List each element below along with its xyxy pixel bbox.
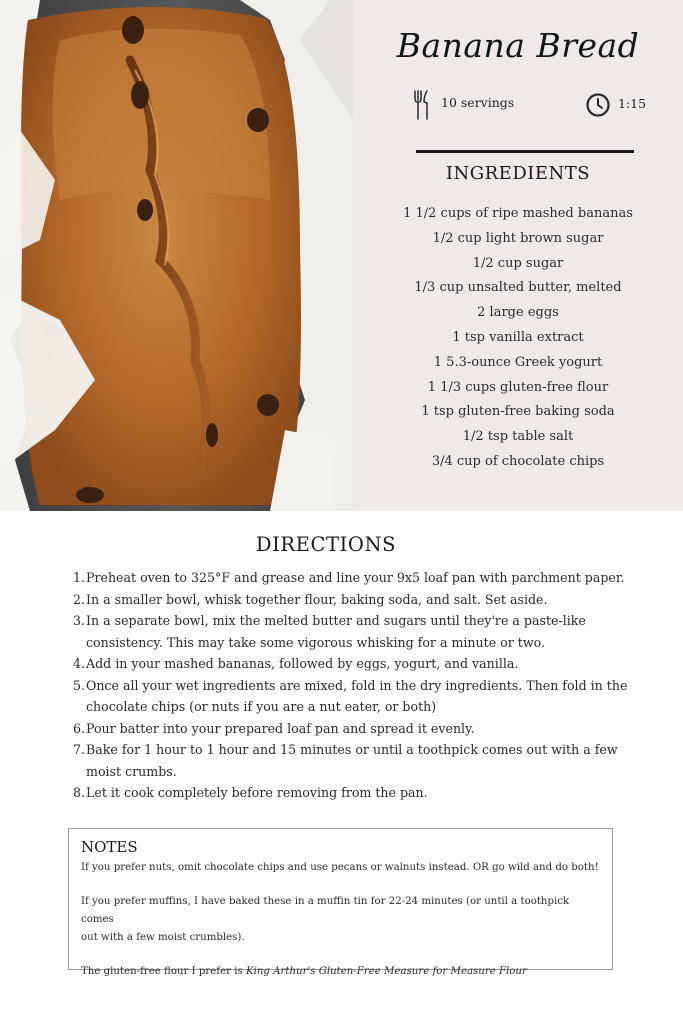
ingredient-item: 1/3 cup unsalted butter, melted [414,280,622,296]
step-text-continued: chocolate chips (or nuts if you are a nut eater, or both) [86,699,437,714]
banana-bread-photo [0,0,353,511]
step-number: 1. [72,570,85,585]
ingredient-item: 1 tsp gluten-free baking soda [421,404,615,420]
recipe-meta [409,86,679,122]
notes-box [68,828,613,977]
recipe-hero [0,0,683,511]
servings-label: 10 servings [441,95,515,110]
notes-heading: NOTES [81,838,138,856]
recipe-title: Banana Bread [396,26,640,65]
ingredient-item: 1/2 cup sugar [472,255,564,271]
ingredient-item: 1/2 tsp table salt [462,429,574,445]
directions-list [74,567,634,804]
step-text-continued: moist crumbs. [86,763,177,779]
step-number: 4. [72,656,85,671]
direction-step [74,589,634,611]
step-number: 6. [72,720,85,736]
step-text: In a smaller bowl, whisk together flour, baking soda, and salt. Set aside. [86,591,548,607]
time-label: 1:15 [618,96,647,111]
step-number: 5. [72,677,85,693]
direction-step [74,653,634,675]
step-text: Pour batter into your prepared loaf pan and spread it evenly. [86,720,475,736]
ingredient-item: 1/2 cup light brown sugar [432,230,604,246]
directions-heading: DIRECTIONS [255,533,397,556]
divider [416,150,634,153]
note-nuts: If you prefer nuts, omit chocolate chips and use pecans or walnuts instead. OR go wild and do both! [81,862,599,873]
ingredient-item: 1 1/2 cups of ripe mashed bananas [403,206,633,221]
note-flour [81,963,600,981]
step-number: 3. [72,613,85,628]
fork-knife-icon [413,90,431,124]
ingredients-list [353,202,683,475]
direction-step [74,739,634,782]
ingredient-item: 1 tsp vanilla extract [452,329,584,345]
clock-icon [585,92,611,122]
step-number: 7. [72,742,85,757]
step-number: 8. [72,785,85,800]
step-text-continued: consistency. This may take some vigorous whisking for a minute or two. [86,634,545,650]
note-muffins-line-1: If you prefer muffins, I have baked these in a muffin tin for 22-24 minutes (or until a toothpick comes [81,896,570,925]
step-text: Let it cook completely before removing from the pan. [86,785,428,800]
ingredients-heading: INGREDIENTS [445,163,591,184]
ingredient-item: 1 5.3-ounce Greek yogurt [433,354,603,370]
direction-step [74,782,634,804]
note-muffins [81,893,600,947]
direction-step [74,718,634,740]
step-text: Once all your wet ingredients are mixed, fold in the dry ingredients. Then fold in the [86,677,628,693]
direction-step [74,567,634,589]
ingredient-item: 2 large eggs [477,305,559,321]
step-text: Bake for 1 hour to 1 hour and 15 minutes or until a toothpick comes out with a few [86,742,618,757]
step-number: 2. [72,591,85,607]
step-text: Preheat oven to 325°F and grease and line your 9x5 loaf pan with parchment paper. [86,570,625,585]
direction-step [74,610,634,653]
flour-brand-name: King Arthur's Gluten-Free Measure for Measure Flour [245,966,527,977]
recipe-info-panel [353,0,683,511]
step-text: In a separate bowl, mix the melted butter and sugars until they're a paste-like [86,613,586,628]
note-muffins-line-2: out with a few moist crumbles). [81,932,245,943]
note-flour-prefix: The gluten-free flour I prefer is [81,966,246,977]
direction-step [74,675,634,718]
ingredient-item: 1 1/3 cups gluten-free flour [427,379,609,395]
ingredient-item: 3/4 cup of chocolate chips [431,453,605,469]
step-text: Add in your mashed bananas, followed by eggs, yogurt, and vanilla. [86,656,519,671]
